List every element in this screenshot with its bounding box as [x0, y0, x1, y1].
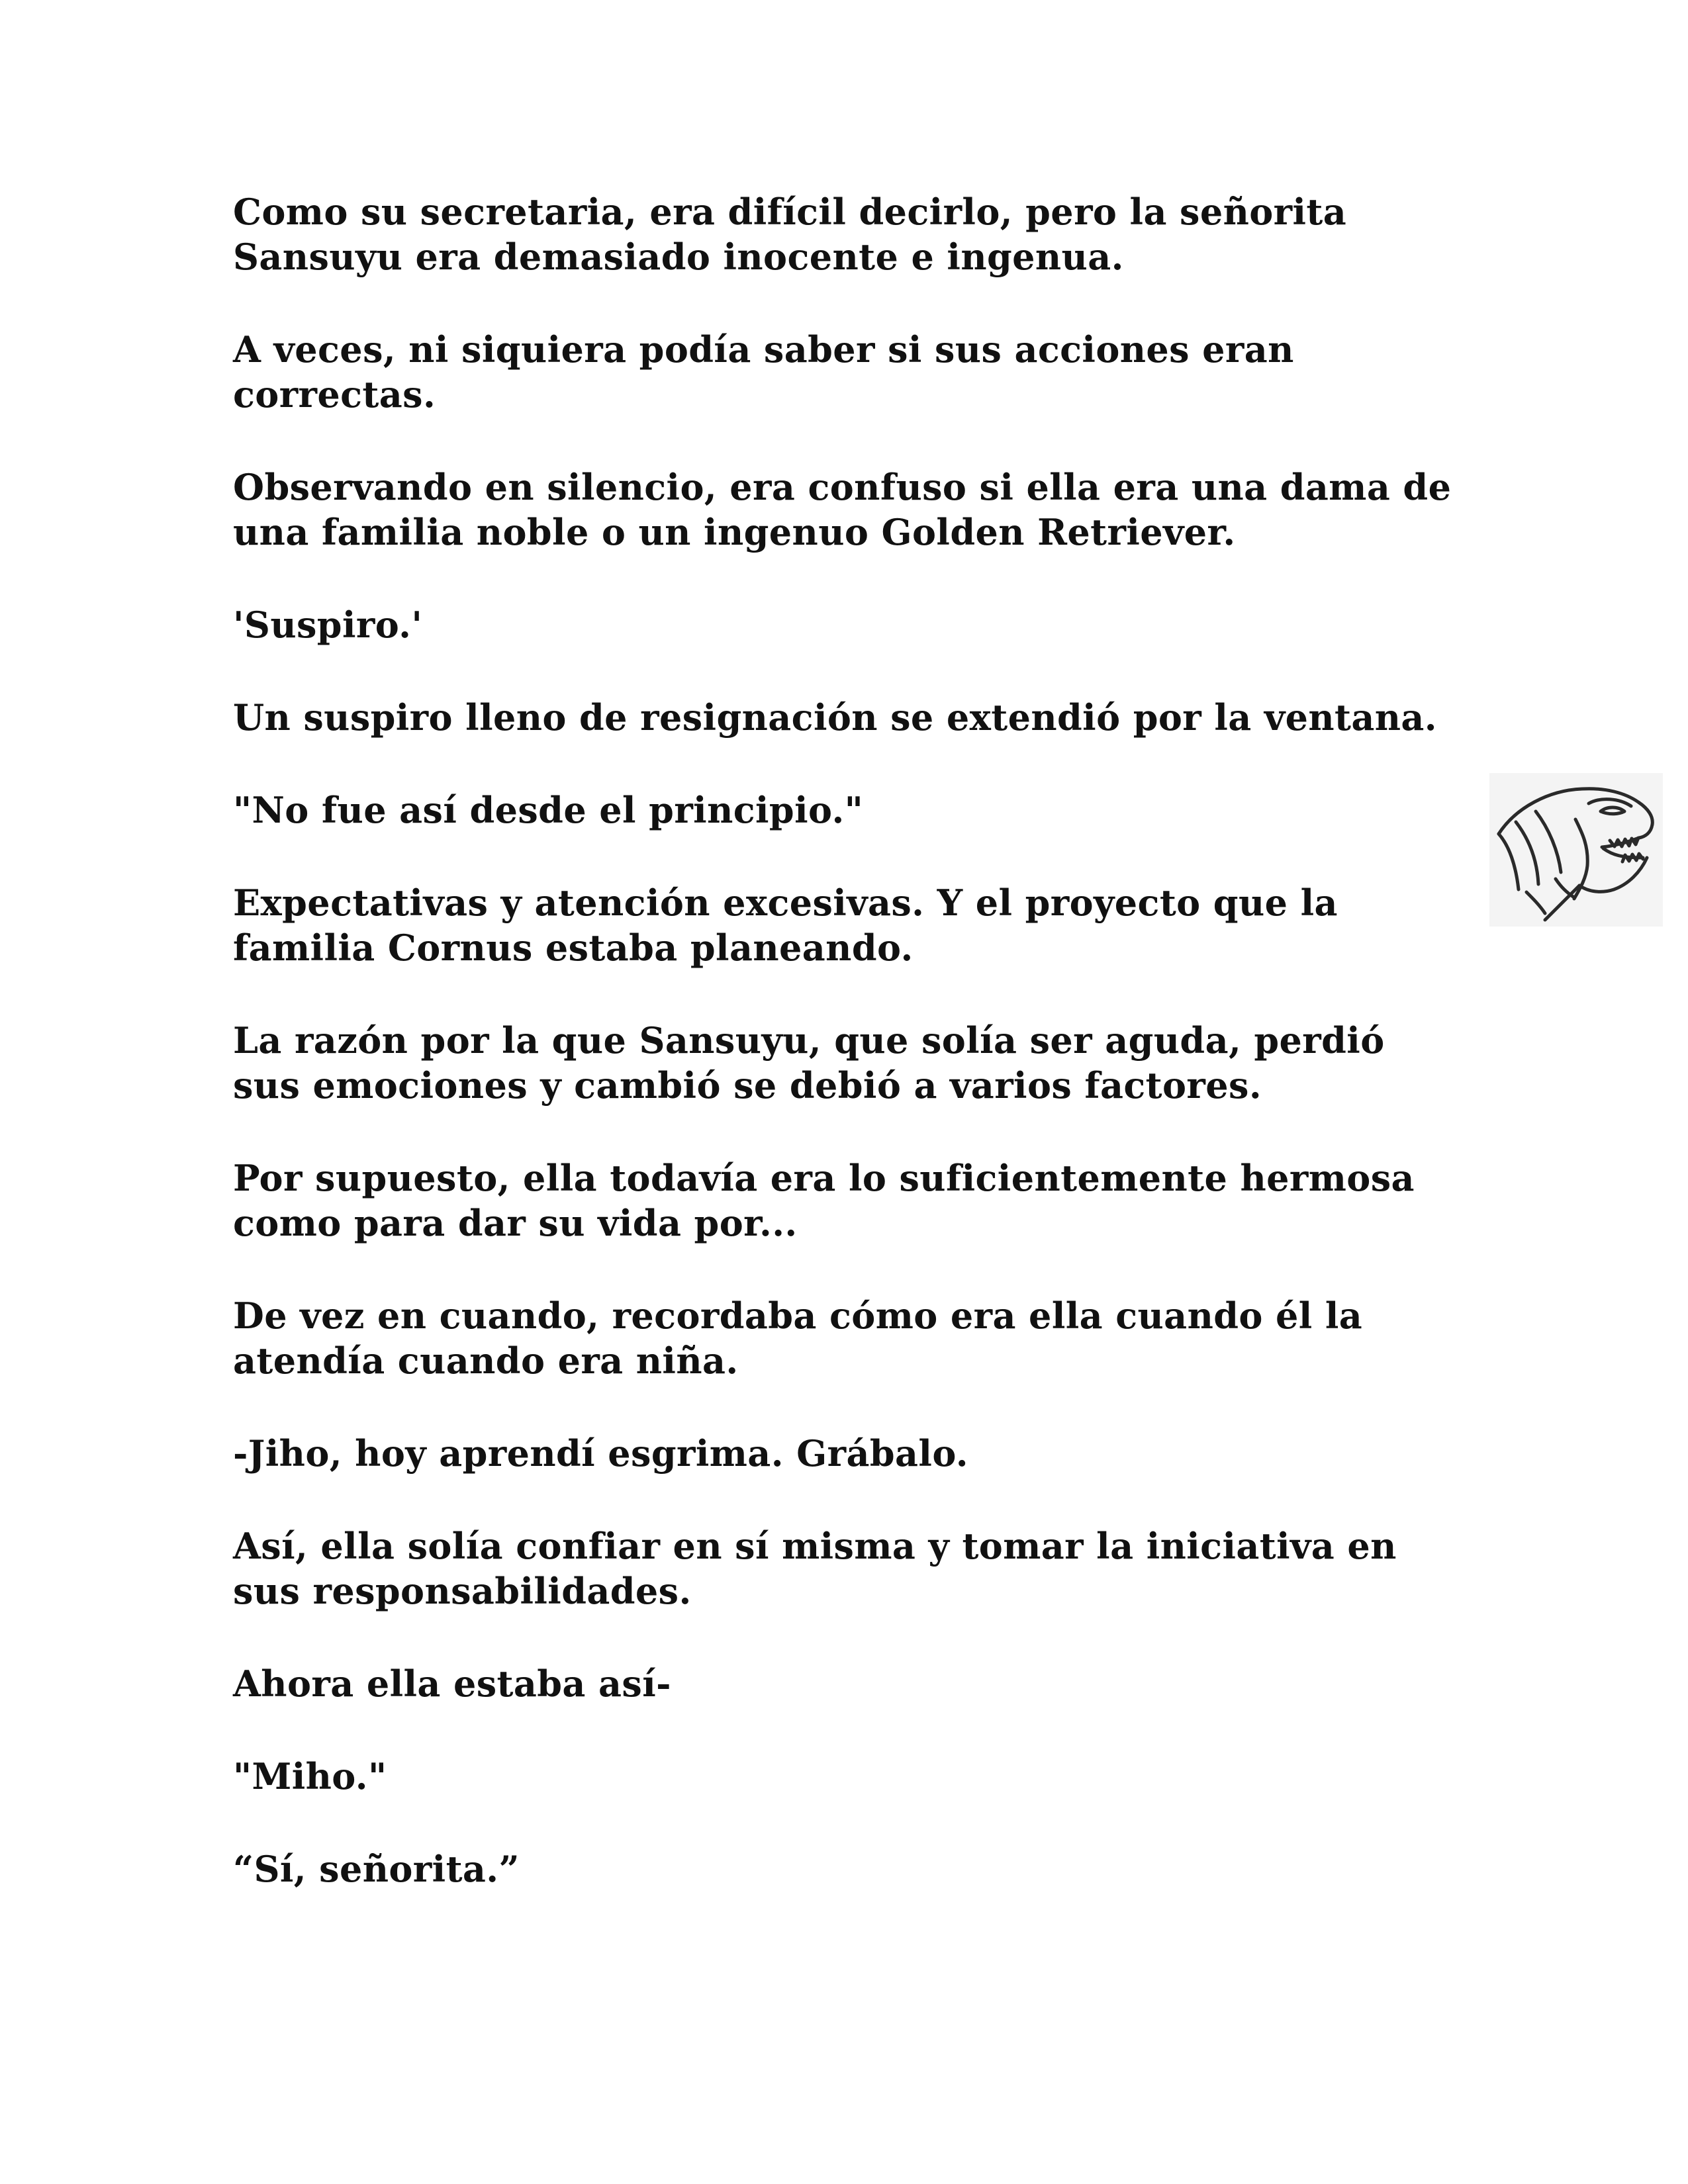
paragraph-4: 'Suspiro.': [233, 604, 423, 646]
paragraph-10: De vez en cuando, recordaba cómo era ella cuando él la atendía cuando era niña.: [233, 1295, 1363, 1382]
body-text: [233, 189, 1464, 1939]
paragraph-8: La razón por la que Sansuyu, que solía ser aguda, perdió sus emociones y cambió se debió a varios factores.: [233, 1019, 1385, 1107]
paragraph-5: Un suspiro lleno de resignación se extendió por la ventana.: [233, 696, 1437, 739]
paragraph-6: "No fue así desde el principio.": [233, 789, 864, 831]
paragraph-14: "Miho.": [233, 1755, 387, 1797]
paragraph-9: Por supuesto, ella todavía era lo suficientemente hermosa como para dar su vida por...: [233, 1157, 1415, 1244]
paragraph-7: Expectativas y atención excesivas. Y el proyecto que la familia Cornus estaba planeando.: [233, 882, 1338, 969]
paragraph-3: Observando en silencio, era confuso si ella era una dama de una familia noble o un ingenuo Golden Retriever.: [233, 466, 1452, 553]
paragraph-13: Ahora ella estaba así-: [233, 1662, 671, 1705]
paragraph-15: “Sí, señorita.”: [233, 1848, 520, 1890]
dinosaur-head-icon: [1489, 773, 1663, 927]
paragraph-12: Así, ella solía confiar en sí misma y tomar la iniciativa en sus responsabilidades.: [233, 1525, 1397, 1612]
paragraph-1: Como su secretaria, era difícil decirlo, pero la señorita Sansuyu era demasiado inocente e ingenua.: [233, 191, 1347, 278]
paragraph-11: -Jiho, hoy aprendí esgrima. Grábalo.: [233, 1432, 968, 1475]
paragraph-2: A veces, ni siquiera podía saber si sus acciones eran correctas.: [233, 328, 1294, 416]
